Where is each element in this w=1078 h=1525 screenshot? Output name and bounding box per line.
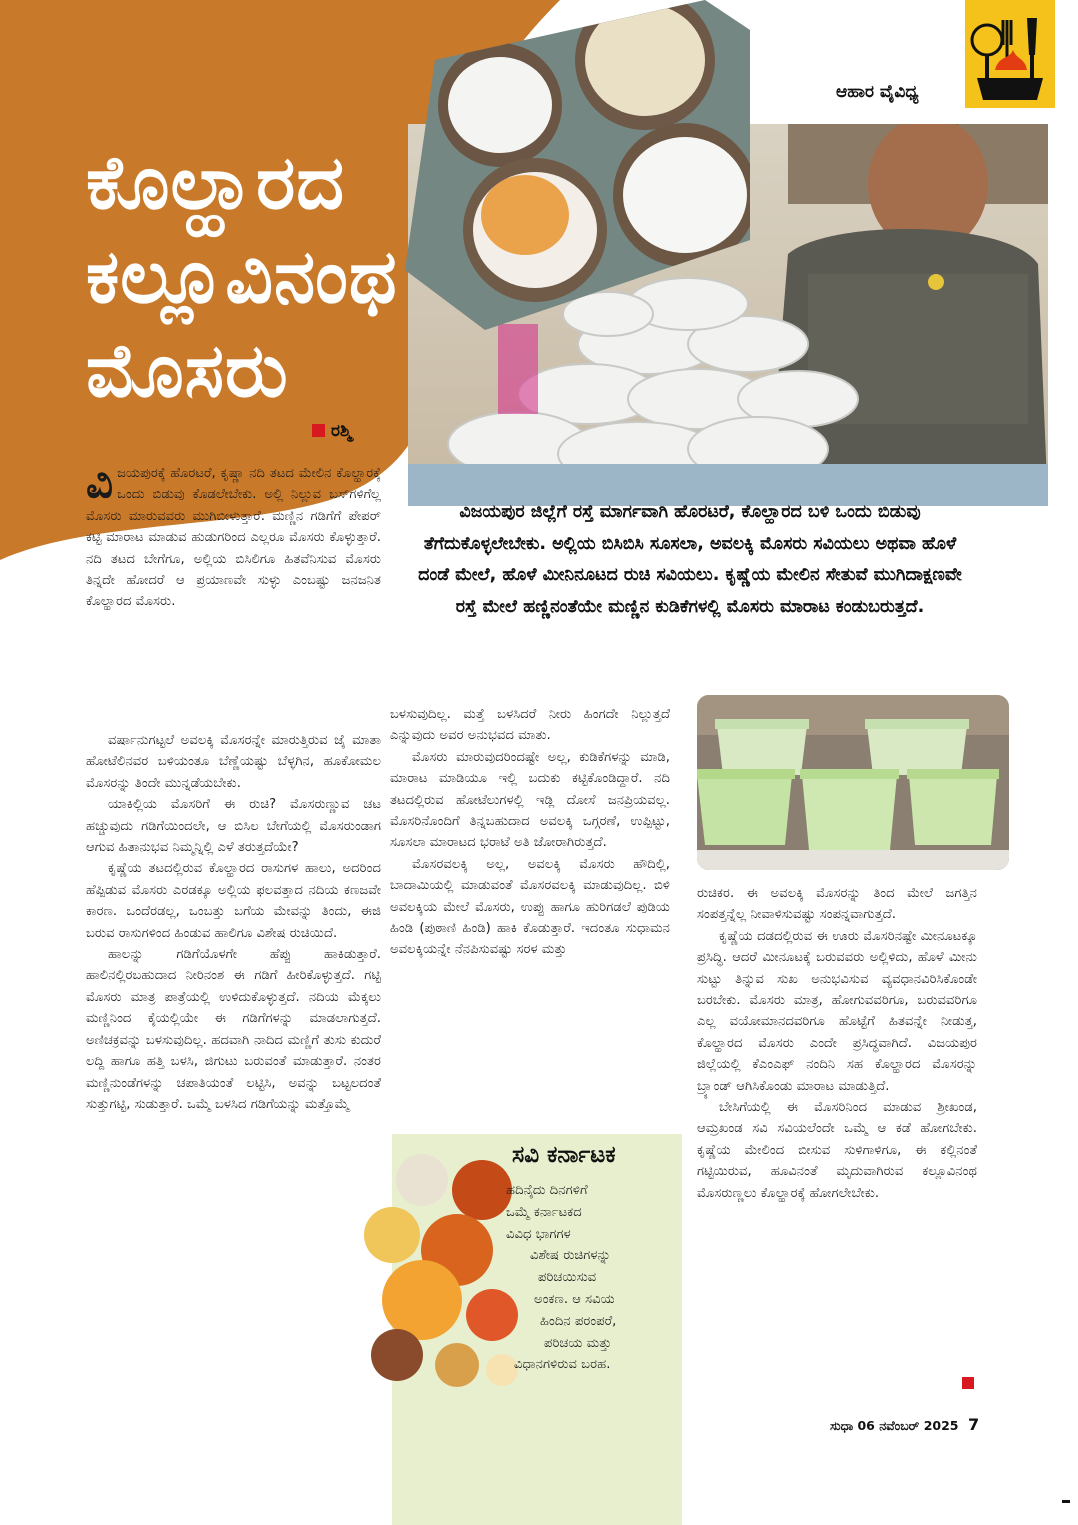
sidebar-line: ಹಿಂದಿನ ಪರಂಪರೆ, (540, 1313, 617, 1329)
sidebar-line: ವಿಧಾನಗಳಿರುವ ಬರಹ. (514, 1357, 611, 1373)
sidebar-line: ವಿವಿಧ ಭಾಗಗಳ (506, 1226, 571, 1242)
body-paragraph: ಮೊಸರು ಮಾರುವುದರಿಂದಷ್ಟೇ ಅಲ್ಲ, ಕುಡಿಕೆಗಳನ್ನು ಮಾಡಿ, ಮಾರಾಟ ಮಾಡಿಯೂ ಇಲ್ಲಿ ಬದುಕು ಕಟ್ಟಿಕೊಂಡಿದ್ದಾರೆ. ನದಿ ತಟದಲ್ಲಿರುವ ಹೋಟೆಲುಗಳಲ್ಲಿ ಇಡ್ಲಿ ದೋಸೆ ಜನಪ್ರಿಯವಲ್ಲ. ಮೊಸರಿನೊಂದಿಗೆ ತಿನ್ನಬಹುದಾದ ಅವಲಕ್ಕಿ ಒಗ್ಗರಣೆ, ಉಪ್ಪಿಟ್ಟು, ಸೂಸಲಾ ಮಾರಾಟದ ಭರಾಟೆ ಅತಿ ಜೋರಾಗಿರುತ್ತದೆ. (390, 749, 670, 851)
sweets-photo (362, 1150, 522, 1390)
page-number: 7 (968, 1415, 980, 1434)
curd-cups-photo (697, 695, 1009, 870)
byline (312, 421, 352, 441)
title-line: ಕೊಲ್ಹಾರದ (86, 140, 346, 226)
sidebar-line: ವಿಶೇಷ ರುಚಿಗಳನ್ನು (530, 1248, 611, 1264)
sidebar-line: ಅಂಕಣ. ಆ ಸವಿಯ (534, 1291, 615, 1307)
sidebar-line: ಹದಿನೈದು ದಿನಗಳಿಗೆ (506, 1183, 588, 1198)
body-column-2 (390, 704, 670, 961)
sidebar-line: ಪರಿಚಯ ಮತ್ತು (544, 1335, 612, 1351)
author-name: ರಶ್ಮಿ (331, 421, 352, 441)
end-of-article-mark (962, 1377, 974, 1389)
body-paragraph: ಮೊಸರವಲಕ್ಕಿ ಅಲ್ಲ, ಅವಲಕ್ಕಿ ಮೊಸರು ಹೌದಿಲ್ಲಿ, ಬಾದಾಮಿಯಲ್ಲಿ ಮಾಡುವಂತೆ ಮೊಸರವಲಕ್ಕಿ ಮಾಡುವುದಿಲ್ಲ. ಬಿಳಿ ಅವಲಕ್ಕಿಯ ಮೇಲೆ ಮೊಸರು, ಉಪ್ಪು ಹಾಗೂ ಹುರಿಗಡಲೆ ಪುಡಿಯ ಹಿಂಡಿ (ಪುಠಾಣಿ ಹಿಂಡಿ) ಹಾಕಿ ಕೊಡುತ್ತಾರೆ. ಇದಂತೂ ಸುಧಾಮನ ಅವಲಕ್ಕಿಯನ್ನೇ ನೆನಪಿಸುವಷ್ಟು ಸರಳ ಮತ್ತು (390, 856, 670, 958)
byline-marker (312, 424, 325, 437)
body-column-3 (697, 883, 977, 1204)
body-column-1 (86, 730, 381, 1115)
body-paragraph: ವಿಜಯಪುರಕ್ಕೆ ಹೊರಟರೆ, ಕೃಷ್ಣಾ ನದಿ ತಟದ ಮೇಲಿನ ಕೊಲ್ಹಾರಕ್ಕೆ ಒಂದು ಬಿಡುವು ಕೊಡಲೇಬೇಕು. ಅಲ್ಲಿ ನಿಲ್ಲುವ ಬಸ್‌ಗಳಿಗೆಲ್ಲ ಮೊಸರು ಮಾರುವವರು ಮುಗಿಬೀಳುತ್ತಾರೆ. ಮಣ್ಣಿನ ಗಡಿಗೆಗೆ ಪೇಪರ್ ಕಟ್ಟಿ ಮಾರಾಟ ಮಾಡುವ ಹುಡುಗರಿಂದ ಎಲ್ಲರೂ ಮೊಸರು ಕೊಳ್ಳುತ್ತಾರೆ. ನದಿ ತಟದ ಬೇಗೆಗೂ, ಅಲ್ಲಿಯ ಬಿಸಿಲಿಗೂ ಹಿತವೆನಿಸುವ ಮೊಸರು ತಿನ್ನದೇ ಹೋದರೆ ಆ ಪ್ರಯಾಣವೇ ಸುಳ್ಳು ಎಂಬಷ್ಟು ಜನಜನಿತ ಕೊಲ್ಹಾರದ ಮೊಸರು. (86, 458, 381, 610)
sidebar-line: ಒಮ್ಮೆ ಕರ್ನಾಟಕದ (506, 1204, 582, 1220)
sidebar-text (506, 1180, 676, 1376)
body-paragraph: ಕೃಷ್ಣೆಯ ದಡದಲ್ಲಿರುವ ಈ ಊರು ಮೊಸರಿನಷ್ಟೇ ಮೀನೂಟಕ್ಕೂ ಪ್ರಸಿದ್ಧಿ. ಆದರೆ ಮೀನೂಟಕ್ಕೆ ಬರುವವರು ಅಲ್ಲಿಳಿದು, ಹೊಳೆ ಮೀನು ಸುಟ್ಟು ತಿನ್ನುವ ಸುಖ ಅನುಭವಿಸುವ ವ್ಯವಧಾನವಿರಿಸಿಕೊಂಡೇ ಬರಬೇಕು. ಮೊಸರು ಮಾತ್ರ, ಹೋಗುವವರಿಗೂ, ಬರುವವರಿಗೂ ಎಲ್ಲ ವಯೋಮಾನದವರಿಗೂ ಹೊಟ್ಟೆಗೆ ಹಿತವನ್ನೇ ನೀಡುತ್ತ, ಕೊಲ್ಹಾರದ ಮೊಸರು ಎಂದೇ ಪ್ರಸಿದ್ಧವಾಗಿದೆ. ವಿಜಯಪುರ ಜಿಲ್ಲೆಯಲ್ಲಿ ಕೆಎಂಎಫ್ ನಂದಿನಿ ಸಹ ಕೊಲ್ಹಾರದ ಮೊಸರನ್ನು ಬ್ರ್ಯಾಂಡ್ ಆಗಿಸಿಕೊಂಡು ಮಾರಾಟ ಮಾಡುತ್ತಿದೆ. (697, 928, 977, 1094)
body-paragraph: ಕೃಷ್ಣೆಯ ತಟದಲ್ಲಿರುವ ಕೊಲ್ಹಾರದ ರಾಸುಗಳ ಹಾಲು, ಅದರಿಂದ ಹೆಪ್ಪಿಡುವ ಮೊಸರು ಎರಡಕ್ಕೂ ಅಲ್ಲಿಯ ಫಲವತ್ತಾದ ನದಿಯ ಕಣಜವೇ ಕಾರಣ. ಒಂದೆರಡಲ್ಲ, ಒಂಬತ್ತು ಬಗೆಯ ಮೇವನ್ನು ತಿಂದು, ಈಜಿ ಬರುವ ರಾಸುಗಳಿಂದ ಹಿಂಡುವ ಹಾಲಿಗೂ ವಿಶೇಷ ರುಚಿಯಿದೆ. (86, 861, 381, 941)
pull-quote: ವಿಜಯಪುರ ಜಿಲ್ಲೆಗೆ ರಸ್ತೆ ಮಾರ್ಗವಾಗಿ ಹೊರಟರೆ, ಕೊಲ್ಹಾರದ ಬಳಿ ಒಂದು ಬಿಡುವು ತೆಗೆದುಕೊಳ್ಳಲೇಬೇಕು. ಅಲ್ಲಿಯ ಬಿಸಿಬಿಸಿ ಸೂಸಲಾ, ಅವಲಕ್ಕಿ ಮೊಸರು ಸವಿಯಲು ಅಥವಾ ಹೊಳೆ ದಂಡೆ ಮೇಲೆ, ಹೊಳೆ ಮೀನಿನೂಟದ ರುಚಿ ಸವಿಯಲು. ಕೃಷ್ಣೆಯ ಮೇಲಿನ ಸೇತುವೆ ಮುಗಿದಾಕ್ಷಣವೇ ರಸ್ತೆ ಮೇಲೆ ಹಣ್ಣಿನಂತೆಯೇ ಮಣ್ಣಿನ ಕುಡಿಕೆಗಳಲ್ಲಿ ಮೊಸರು ಮಾರಾಟ ಕಂಡುಬರುತ್ತದೆ. (418, 502, 962, 617)
kitchen-utensils-icon (965, 0, 1055, 108)
sidebar-line: ಪರಿಚಯಿಸುವ (538, 1270, 597, 1286)
article-title (86, 136, 506, 418)
body-paragraph: ಹಾಲನ್ನು ಗಡಿಗೆಯೊಳಗೇ ಹೆಪ್ಪು ಹಾಕಿಡುತ್ತಾರೆ. ಹಾಲಿನಲ್ಲಿರಬಹುದಾದ ನೀರಿನಂಶ ಈ ಗಡಿಗೆ ಹೀರಿಕೊಳ್ಳುತ್ತದೆ. ಗಟ್ಟಿ ಮೊಸರು ಮಾತ್ರ ಪಾತ್ರೆಯಲ್ಲಿ ಉಳಿದುಕೊಳ್ಳುತ್ತದೆ. ನದಿಯ ಮೆಕ್ಕಲು ಮಣ್ಣಿನಿಂದ ಕೈಯಲ್ಲಿಯೇ ಈ ಗಡಿಗೆಗಳನ್ನು ಮಾಡಲಾಗುತ್ತದೆ. ಅಣಿಚಕ್ರವನ್ನು ಬಳಸುವುದಿಲ್ಲ. ಹದವಾಗಿ ನಾದಿದ ಮಣ್ಣಿಗೆ ತುಸು ಕುದುರೆ ಲದ್ದಿ ಹಾಗೂ ಹತ್ತಿ ಬಳಸಿ, ಜಿಗುಟು ಬರುವಂತೆ ಮಾಡುತ್ತಾರೆ. ನಂತರ ಮಣ್ಣಿನುಂಡೆಗಳನ್ನು ಚಪಾತಿಯಂತೆ ಲಟ್ಟಿಸಿ, ಅವನ್ನು ಬಟ್ಟಲದಂತೆ ಸುತ್ತುಗಟ್ಟಿ, ಸುಡುತ್ತಾರೆ. ಒಮ್ಮೆ ಬಳಸಿದ ಗಡಿಗೆಯನ್ನು ಮತ್ತೊಮ್ಮೆ (86, 947, 381, 1112)
sidebar-title: ಸವಿ ಕರ್ನಾಟಕ (512, 1142, 616, 1168)
body-paragraph: ಯಾಕಿಲ್ಲಿಯ ಮೊಸರಿಗೆ ಈ ರುಚಿ? ಮೊಸರುಣ್ಣುವ ಚಟ ಹಚ್ಚುವುದು ಗಡಿಗೆಯಿಂದಲೇ, ಆ ಬಿಸಿಲ ಬೇಗೆಯಲ್ಲಿ ಮೊಸರುಂಡಾಗ ಆಗುವ ಹಿತಾನುಭವ ನಿಮ್ಮನ್ನಿಲ್ಲಿ ಎಳೆ ತರುತ್ತದೆಯೇ? (86, 797, 381, 856)
title-line: ಮೊಸರು (86, 328, 289, 414)
body-paragraph: ಬಳಸುವುದಿಲ್ಲ. ಮತ್ತೆ ಬಳಸಿದರೆ ನೀರು ಹಿಂಗದೇ ನಿಲ್ಲುತ್ತದೆ ಎನ್ನುವುದು ಅವರ ಅನುಭವದ ಮಾತು. (390, 707, 670, 744)
crop-mark (1062, 1500, 1070, 1503)
title-line: ಕಲ್ಲೂವಿನಂಥ (86, 234, 398, 320)
body-paragraph: ವರ್ಷಾನುಗಟ್ಟಲೆ ಅವಲಕ್ಕಿ ಮೊಸರನ್ನೇ ಮಾರುತ್ತಿರುವ ಜೈ ಮಾತಾ ಹೋಟೆಲಿನವರ ಬಳಿಯಂತೂ ಬೆಣ್ಣೆಯಷ್ಟು ಬೆಳ್ಳಗಿನ, ಹೂಕೋಮಲ ಮೊಸರನ್ನು ತಿಂದೇ ಮುನ್ನಡೆಯಬೇಕು. (86, 733, 381, 791)
issue-footer: ಸುಧಾ 06 ನವೆಂಬರ್ 2025 (830, 1418, 959, 1433)
body-paragraph: ಬೇಸಿಗೆಯಲ್ಲಿ ಈ ಮೊಸರಿನಿಂದ ಮಾಡುವ ಶ್ರೀಖಂಡ, ಆಮ್ರಖಂಡ ಸವಿ ಸವಿಯಲೆಂದೇ ಒಮ್ಮೆ ಆ ಕಡೆ ಹೋಗಬೇಕು. ಕೃಷ್ಣೆಯ ಮೇಲಿಂದ ಬೀಸುವ ಸುಳಿಗಾಳಿಗೂ, ಈ ಕಲ್ಲಿನಂತೆ ಗಟ್ಟಿಯಿರುವ, ಹೂವಿನಂತೆ ಮೃದುವಾಗಿರುವ ಕಲ್ಲೂವಿನಂಥ ಮೊಸರುಣ್ಣಲು ಕೊಲ್ಹಾರಕ್ಕೆ ಹೋಗಲೇಬೇಕು. (697, 1100, 977, 1201)
drop-cap: ವಿ (86, 458, 114, 507)
section-label: ಆಹಾರ ವೈವಿಧ್ಯ (836, 82, 919, 102)
body-paragraph: ರುಚಿಕರ. ಈ ಅವಲಕ್ಕಿ ಮೊಸರನ್ನು ತಿಂದ ಮೇಲೆ ಜಗತ್ತಿನ ಸಂಪತ್ತನ್ನೆಲ್ಲ ನೀವಾಳಿಸುವಷ್ಟು ಸಂಪನ್ನವಾಗುತ್ತದೆ. (697, 886, 977, 923)
body-column-1-top (86, 458, 381, 613)
